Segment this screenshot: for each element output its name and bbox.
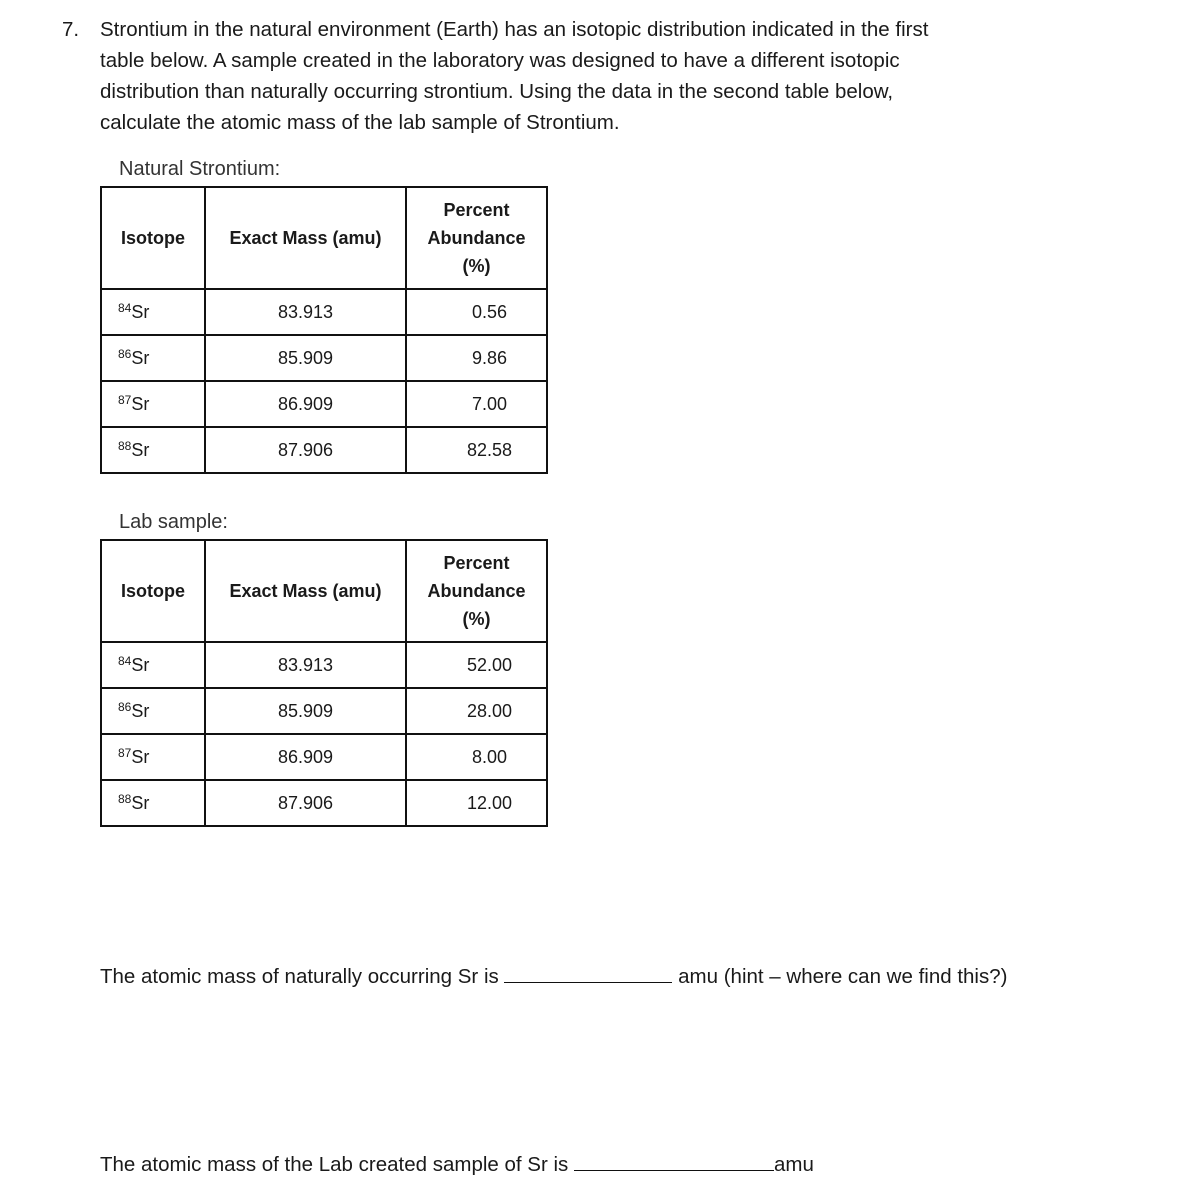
isotope-cell: $^{86}$Sr	[101, 688, 205, 734]
abundance-cell: 9.86	[406, 335, 547, 381]
abundance-cell: 8.00	[406, 734, 547, 780]
table-row	[101, 688, 547, 734]
header-mass: Exact Mass (amu)	[205, 540, 406, 642]
table-row	[101, 427, 547, 473]
natural-answer-blank[interactable]	[504, 962, 672, 983]
table-row	[101, 381, 547, 427]
table-row	[101, 780, 547, 826]
abundance-cell: 28.00	[406, 688, 547, 734]
lab-answer-blank[interactable]	[574, 1150, 774, 1171]
header-abundance: Percent Abundance (%)	[406, 540, 547, 642]
table-row	[101, 335, 547, 381]
isotope-cell: $^{84}$Sr	[101, 642, 205, 688]
mass-cell: 83.913	[205, 289, 406, 335]
mass-cell: 87.906	[205, 780, 406, 826]
lab-table	[100, 539, 548, 827]
mass-cell: 85.909	[205, 335, 406, 381]
lab-caption: Lab sample:	[119, 511, 228, 533]
natural-answer-suffix: amu (hint – where can we find this?)	[672, 965, 1008, 988]
mass-cell: 83.913	[205, 642, 406, 688]
abundance-cell: 0.56	[406, 289, 547, 335]
natural-caption: Natural Strontium:	[119, 158, 281, 180]
natural-answer-prefix: The atomic mass of naturally occurring Sr is	[100, 965, 505, 988]
question-number: 7.	[62, 18, 80, 41]
table-row	[101, 734, 547, 780]
mass-cell: 85.909	[205, 688, 406, 734]
question-line-4: calculate the atomic mass of the lab sample of Strontium.	[100, 111, 620, 134]
natural-table	[100, 186, 548, 474]
mass-cell: 86.909	[205, 381, 406, 427]
lab-answer-suffix: amu	[774, 1153, 814, 1176]
question-line-2: table below. A sample created in the laboratory was designed to have a different isotopic	[100, 49, 900, 72]
mass-cell: 87.906	[205, 427, 406, 473]
table-header-row	[101, 187, 547, 289]
table-row	[101, 289, 547, 335]
abundance-cell: 12.00	[406, 780, 547, 826]
table-header-row	[101, 540, 547, 642]
isotope-cell: $^{88}$Sr	[101, 427, 205, 473]
header-isotope: Isotope	[101, 187, 205, 289]
isotope-cell: $^{87}$Sr	[101, 734, 205, 780]
lab-answer-prefix: The atomic mass of the Lab created sample of Sr is	[100, 1153, 574, 1176]
isotope-cell: $^{86}$Sr	[101, 335, 205, 381]
header-mass: Exact Mass (amu)	[205, 187, 406, 289]
isotope-cell: $^{87}$Sr	[101, 381, 205, 427]
abundance-cell: 52.00	[406, 642, 547, 688]
lab-answer-line	[100, 1150, 814, 1177]
table-row	[101, 642, 547, 688]
isotope-cell: $^{88}$Sr	[101, 780, 205, 826]
abundance-cell: 7.00	[406, 381, 547, 427]
header-abundance: Percent Abundance (%)	[406, 187, 547, 289]
question-line-3: distribution than naturally occurring strontium. Using the data in the second table below,	[100, 80, 894, 103]
mass-cell: 86.909	[205, 734, 406, 780]
abundance-cell: 82.58	[406, 427, 547, 473]
isotope-cell: $^{84}$Sr	[101, 289, 205, 335]
question-line-1: Strontium in the natural environment (Earth) has an isotopic distribution indicated in the first	[100, 18, 929, 41]
header-isotope: Isotope	[101, 540, 205, 642]
natural-answer-line	[100, 962, 1007, 989]
